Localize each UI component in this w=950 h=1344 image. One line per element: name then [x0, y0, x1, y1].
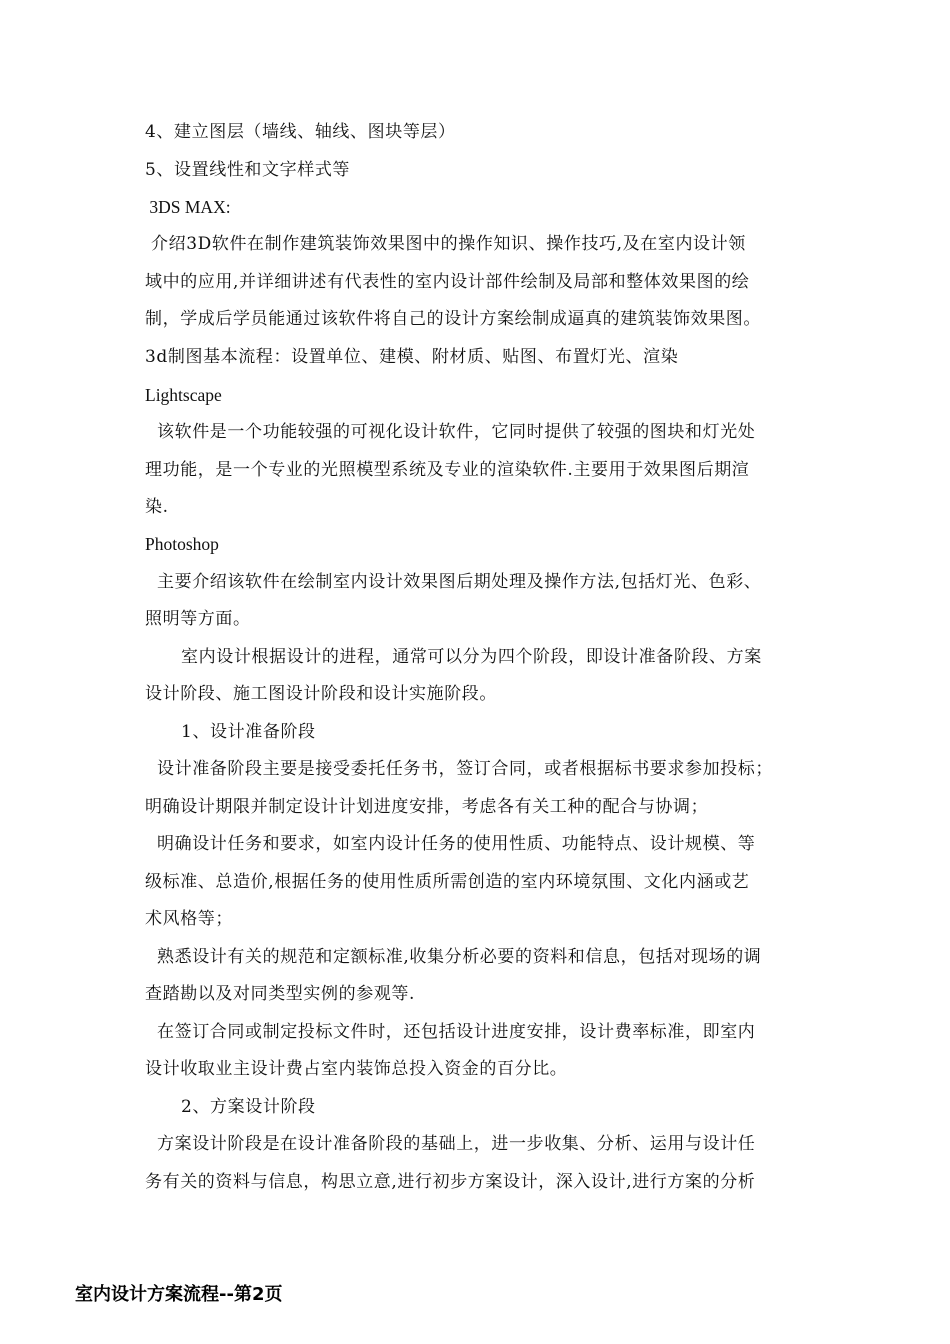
- text-line: 熟悉设计有关的规范和定额标准,收集分析必要的资料和信息，包括对现场的调: [145, 947, 762, 967]
- text-line: 在签订合同或制定投标文件时，还包括设计进度安排，设计费率标准，即室内: [145, 1022, 756, 1042]
- text-line: 5、设置线性和文字样式等: [145, 160, 351, 180]
- text-line: 方案设计阶段是在设计准备阶段的基础上，进一步收集、分析、运用与设计任: [145, 1134, 756, 1154]
- text-line: 设计收取业主设计费占室内装饰总投入资金的百分比。: [145, 1059, 568, 1079]
- section-heading-photoshop: Photoshop: [145, 534, 219, 554]
- text-line: 务有关的资料与信息，构思立意,进行初步方案设计，深入设计,进行方案的分析: [145, 1172, 756, 1192]
- text-line: 域中的应用,并详细讲述有代表性的室内设计部件绘制及局部和整体效果图的绘: [145, 272, 750, 292]
- text-line: 明确设计任务和要求，如室内设计任务的使用性质、功能特点、设计规模、等: [145, 834, 756, 854]
- section-heading-3ds-max: 3DS MAX:: [145, 197, 231, 217]
- stage-heading-1: 1、设计准备阶段: [145, 722, 316, 742]
- text-line: 明确设计期限并制定设计计划进度安排，考虑各有关工种的配合与协调；: [145, 797, 709, 817]
- text-line: 主要介绍该软件在绘制室内设计效果图后期处理及操作方法,包括灯光、色彩、: [145, 572, 762, 592]
- text-line: 4、建立图层（墙线、轴线、图块等层）: [145, 122, 456, 142]
- text-line: 介绍3D软件在制作建筑装饰效果图中的操作知识、操作技巧,及在室内设计领: [145, 234, 746, 254]
- page-footer: 室内设计方案流程--第2页: [75, 1284, 283, 1305]
- text-line: 设计准备阶段主要是接受委托任务书，签订合同，或者根据标书要求参加投标；: [145, 759, 774, 779]
- section-heading-lightscape: Lightscape: [145, 385, 222, 405]
- text-line: 设计阶段、施工图设计阶段和设计实施阶段。: [145, 684, 497, 704]
- text-line: 室内设计根据设计的进程，通常可以分为四个阶段，即设计准备阶段、方案: [145, 647, 762, 667]
- text-line: 查踏勘以及对同类型实例的参观等.: [145, 984, 416, 1004]
- text-line: 制，学成后学员能通过该软件将自己的设计方案绘制成逼真的建筑装饰效果图。: [145, 309, 761, 329]
- text-line: 理功能，是一个专业的光照模型系统及专业的渲染软件.主要用于效果图后期渲: [145, 460, 750, 480]
- stage-heading-2: 2、方案设计阶段: [145, 1097, 316, 1117]
- text-line: 照明等方面。: [145, 609, 251, 629]
- text-line: 染.: [145, 497, 169, 517]
- text-line: 术风格等；: [145, 909, 233, 929]
- text-line: 3d制图基本流程：设置单位、建模、附材质、贴图、布置灯光、渲染: [145, 347, 679, 367]
- text-line: 该软件是一个功能较强的可视化设计软件，它同时提供了较强的图块和灯光处: [145, 422, 756, 442]
- text-line: 级标准、总造价,根据任务的使用性质所需创造的室内环境氛围、文化内涵或艺: [145, 872, 750, 892]
